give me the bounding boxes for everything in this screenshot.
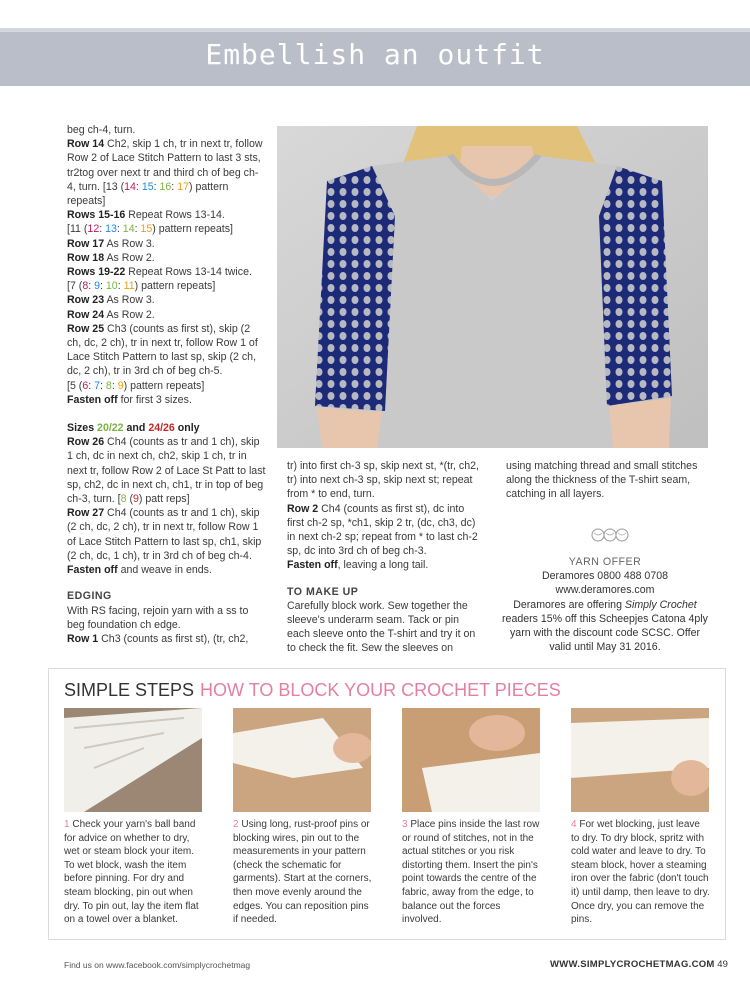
step-4-text: 4 For wet blocking, just leave to dry. To dry block, spritz with cold water and leave to dry. To steam block, hover a steaming iron over the fabric (don't touch it) until damp, then leave to dry. Once dry, you can remove the pins.: [571, 819, 710, 926]
yarn-offer: [500, 555, 710, 654]
rows-19-22: Rows 19-22 Repeat Rows 13-14 twice. [7 (8: 9: 10: 11) pattern repeats]: [67, 266, 252, 293]
simple-steps-title: SIMPLE STEPS HOW TO BLOCK YOUR CROCHET PIECES: [64, 680, 561, 700]
row-14: Row 14 Ch2, skip 1 ch, tr in next tr, follow Row 2 of Lace Stitch Pattern to last 3 sts, tr2tog over next tr and third ch of beg ch-4, turn. [13 (14: 15: 16: 17) pattern repeats]: [67, 138, 263, 208]
footer-site-url[interactable]: WWW.SIMPLYCROCHETMAG.COM: [550, 959, 715, 970]
row-17: Row 17 As Row 3.: [67, 237, 155, 250]
model-photo: [277, 126, 708, 448]
step-4-photo: [571, 708, 709, 812]
make-up-text: Carefully block work. Sew together the sleeve's underarm seam. Tack or pin each sleeve onto the T-shirt and try it on to check the fit. Sew the sleeves on: [287, 599, 476, 655]
offer-details: Deramores are offering Simply Crochet readers 15% off this Scheepjes Catona 4ply yarn with the discount code SCSC. Offer valid until May 31 2016.: [502, 598, 708, 654]
row-23: Row 23 As Row 3.: [67, 294, 155, 307]
footer-site: [550, 959, 728, 970]
edging-heading: EDGING: [67, 590, 112, 603]
offer-phone: Deramores 0800 488 0708: [541, 570, 669, 583]
row-27: Row 27 Ch4 (counts as tr and 1 ch), skip (2 ch, dc, 2 ch), tr in next tr, follow Row 1 of Lace Stitch Pattern to last sp, ch1, skip (2 ch, dc, 1 ch), tr in 3rd ch of beg ch-4.: [67, 507, 262, 562]
offer-website: www.deramores.com: [555, 584, 655, 597]
step-1-photo: [64, 708, 202, 812]
step-3-photo: [402, 708, 540, 812]
row-25: Row 25 Ch3 (counts as first st), skip (2 ch, dc, 2 ch), tr in next tr, follow Row 1 of Lace Stitch Pattern to last sp, skip (2 ch, dc, 2 ch), tr in 3rd ch of beg ch-5. [5 (6: 7: 8: 9) pattern repeats]: [67, 322, 258, 392]
row-24: Row 24 As Row 2.: [67, 308, 155, 321]
column-1: [67, 123, 267, 646]
fasten-off-2: Fasten off and weave in ends.: [67, 564, 212, 577]
edging-text: With RS facing, rejoin yarn with a ss to beg foundation ch edge.: [67, 604, 249, 631]
column-3: [506, 459, 702, 502]
make-up-heading: TO MAKE UP: [287, 585, 359, 598]
row-1-cont: tr) into first ch-3 sp, skip next st, *(tr, ch2, tr) into next ch-3 sp, skip next st; repeat from * to end, turn.: [287, 460, 479, 501]
page-title: Embellish an outfit: [205, 38, 545, 71]
step-2-photo: [233, 708, 371, 812]
row-18: Row 18 As Row 2.: [67, 251, 155, 264]
offer-heading: YARN OFFER: [568, 556, 642, 568]
text-line: beg ch-4, turn.: [67, 124, 136, 136]
make-up-cont: using matching thread and small stitches along the thickness of the T-shirt seam, catching in all layers.: [506, 460, 698, 501]
column-2: [287, 459, 483, 656]
page-number: 49: [717, 959, 728, 970]
row-26: Row 26 Ch4 (counts as tr and 1 ch), skip 1 ch, dc in next ch, ch2, skip 1 ch, tr in next tr, follow Row 2 of Lace St Patt to last sp, ch2, dc in next ch, ch1, tr in top of beg ch-3, turn. [8 (9) patt reps]: [67, 436, 266, 506]
fasten-off-1: Fasten off for first 3 sizes.: [67, 393, 192, 406]
yarn-ball-icon: [590, 527, 630, 543]
sizes-heading: Sizes 20/22 and 24/26 only: [67, 422, 200, 435]
model-in-tshirt-illustration: [277, 126, 708, 448]
rows-15-16: Rows 15-16 Repeat Rows 13-14. [11 (12: 13: 14: 15) pattern repeats]: [67, 209, 233, 236]
step-3-text: 3 Place pins inside the last row or round of stitches, not in the actual stitches or you risk distorting them. Insert the pin's point towards the centre of the fabric, away from the edge, to balance out the forces involved.: [402, 819, 540, 926]
edging-row-1: Row 1 Ch3 (counts as first st), (tr, ch2,: [67, 632, 249, 645]
fasten-off-3: Fasten off, leaving a long tail.: [287, 559, 429, 572]
edging-row-2: Row 2 Ch4 (counts as first st), dc into first ch-2 sp, *ch1, skip 2 tr, (dc, ch3, dc) in next ch-2 sp; repeat from * to last ch-2 sp, dc into 3rd ch of beg ch-3.: [287, 502, 478, 558]
step-2-text: 2 Using long, rust-proof pins or blocking wires, pin out to the measurements in your pattern (check the schematic for garments). Start at the corners, then move evenly around the edges. You can reposition pins if needed.: [233, 819, 372, 926]
banner-stripe: [0, 28, 750, 32]
step-1-text: 1 Check your yarn's ball band for advice on whether to dry, wet or steam block your item. To wet block, wash the item before pinning. For dry and steam blocking, pin out when dry. To pin out, lay the item flat on a towel over a blanket.: [64, 819, 199, 926]
footer-facebook[interactable]: Find us on www.facebook.com/simplycrochetmag: [64, 960, 251, 970]
